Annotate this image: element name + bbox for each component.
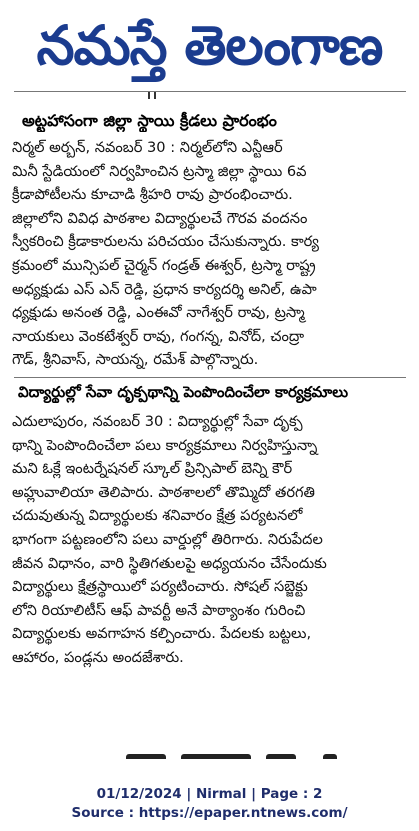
article-1-line: క్రీడాపోటీలను కూచాడి శ్రీహరి రావు ప్రారంభించారు. — [12, 186, 293, 204]
article-2-line: మని ఓక్లే ఇంటర్నేషనల్ స్కూల్ ప్రిన్సిపాల్ బెన్ని కౌర్ — [12, 460, 293, 478]
article-2-line: విద్యార్థులకు అవగాహన కల్పించారు. పేదలకు బట్టలు, — [12, 625, 312, 643]
article-1-line: స్వీకరించి క్రీడాకారులను పరిచయం చేసుకున్నారు. కార్య — [12, 233, 319, 251]
truncated-next-headline — [100, 747, 360, 759]
article-2-body — [12, 410, 407, 670]
article-1-line: జిల్లాలోని వివిధ పాఠశాల విద్యార్థులచే గౌరవ వందనం — [12, 209, 308, 227]
article-1-body — [12, 136, 407, 372]
article-1-line: అధ్యక్షుడు ఎస్ ఎన్ రెడ్డి, ప్రధాన కార్యదర్శి అనిల్, ఉపా — [12, 280, 317, 298]
article-1-line: నిర్మల్ అర్బన్, నవంబర్ 30 : నిర్మల్‌లోని ఎన్టీఆర్ — [12, 139, 283, 156]
article-1-headline: అట్టహాసంగా జిల్లా స్థాయి క్రీడలు ప్రారంభం — [22, 111, 277, 130]
article-1-line: నాయకులు వెంకటేశ్వర్ రావు, గంగన్న, వినోద్, చంద్రా — [12, 327, 305, 345]
article-2-line: భాగంగా పట్టణంలోని పలు వార్డుల్లో తిరిగారు. నిరుపేదల — [12, 530, 323, 548]
article-1-line: మినీ స్టేడియంలో నిర్వహించిన ట్రస్మా జిల్లా స్థాయి 6వ — [12, 162, 307, 180]
article-2-headline: విద్యార్థుల్లో సేవా దృక్పథాన్ని పెంపొందించేలా కార్యక్రమాలు — [18, 383, 349, 401]
article-2-line: థాన్ని పెంపొందించేలా పలు కార్యక్రమాలు నిర్వహిస్తున్నా — [12, 436, 318, 454]
article-2-line: జీవన విధానం, వారి స్థితిగతులపై అధ్యయనం చేసేందుకు — [12, 554, 327, 572]
footer-edition-info: 01/12/2024 | Nirmal | Page : 2 — [96, 786, 323, 802]
article-2-line: ఆహారం, పండ్లను అందజేశారు. — [12, 648, 184, 666]
article-2-line: ఎదులాపురం, నవంబర్ 30 : విద్యార్థుల్లో సేవా దృక్ప — [12, 413, 303, 430]
cut-mark — [148, 92, 150, 99]
article-1-line: ధ్యక్షుడు అనంత రెడ్డి, ఎంఈవో నాగేశ్వర్ రావు, ట్రస్మా — [12, 304, 305, 322]
article-2-line: అహ్లువాలియా తెలిపారు. పాఠశాలలో తొమ్మిదో తరగతి — [12, 483, 315, 501]
newspaper-masthead: నమస్తే తెలంగాణ — [36, 14, 383, 77]
article-divider — [14, 377, 406, 378]
masthead-divider — [14, 91, 406, 92]
article-1-line: గౌడ్, శ్రీనివాస్, సాయన్న, రమేశ్ పాల్గొన్నారు. — [12, 351, 259, 369]
article-1-line: క్రమంలో మున్సిపల్ చైర్మన్ గండ్రత్ ఈశ్వర్, ట్రస్మా రాష్ట్ర — [12, 256, 316, 274]
cut-mark — [154, 92, 156, 99]
article-2-line: లోని రియాలిటీస్ ఆఫ్ పావర్టీ అనే పాఠ్యాంశం గురించి — [12, 601, 306, 619]
article-2-line: విద్యార్థులు క్షేత్రస్థాయిలో పర్యటించారు. సోషల్ సబ్జెక్టు — [12, 578, 308, 596]
footer-source-link[interactable]: Source : https://epaper.ntnews.com/ — [71, 805, 348, 821]
article-2-line: చదువుతున్న విద్యార్థులకు శనివారం క్షేత్ర పర్యటనలో — [12, 507, 303, 525]
